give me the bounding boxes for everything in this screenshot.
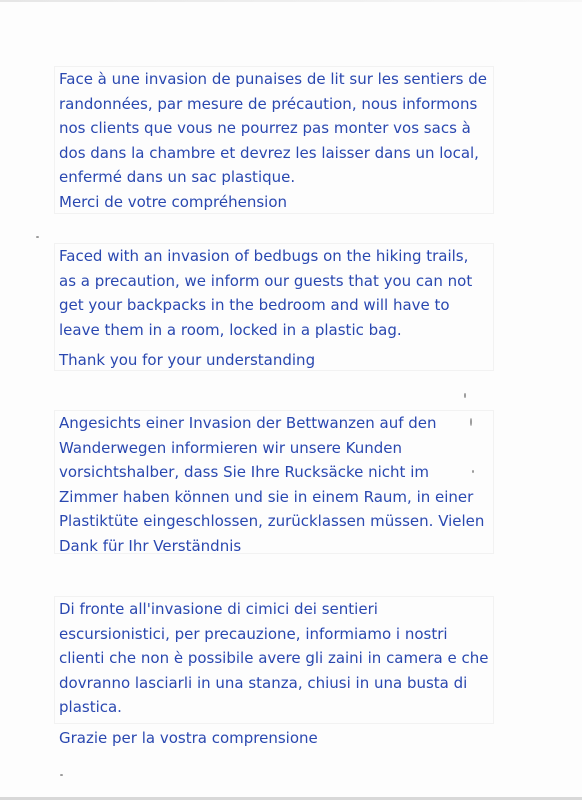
scan-speck [472, 470, 474, 473]
scan-speck [464, 393, 466, 398]
notice-french-body: Face à une invasion de punaises de lit sur les sentiers de randonnées, par mesure de précaution, nous informons nos clients que vous ne pourrez pas monter vos sacs à dos dans la chambre et devrez les laisser dans un local, enfermé dans un sac plastique. [59, 70, 487, 186]
notice-german [54, 410, 494, 554]
scan-speck [470, 418, 472, 426]
notice-french [54, 66, 494, 214]
notice-italian-body: Di fronte all'invasione di cimici dei sentieri escursionistici, per precauzione, informiamo i nostri clienti che non è possibile avere gli zaini in camera e che dovranno lasciarli in una stanza, chiusi in una busta di plastica. [59, 600, 489, 716]
notice-italian [54, 596, 494, 747]
scan-speck [60, 774, 63, 776]
page-top-edge [0, 0, 582, 2]
notice-english-body: Faced with an invasion of bedbugs on the hiking trails, as a precaution, we inform our guests that you can not get your backpacks in the bedroom and will have to leave them in a room, locked in a plastic bag. [59, 247, 473, 339]
notice-english [54, 243, 494, 371]
notice-german-body: Angesichts einer Invasion der Bettwanzen auf den Wanderwegen informieren wir unsere Kunden vorsichtshalber, dass Sie Ihre Rucksäcke nicht im Zimmer haben können und sie in einem Raum, in einer Plastiktüte eingeschlossen, zurücklassen müssen. Vielen Dank für Ihr Verständnis [59, 414, 485, 555]
notice-english-thanks: Thank you for your understanding [59, 351, 316, 369]
notice-french-thanks: Merci de votre compréhension [59, 192, 288, 211]
scan-speck [36, 236, 39, 238]
notice-italian-thanks: Grazie per la vostra comprensione [59, 728, 318, 747]
